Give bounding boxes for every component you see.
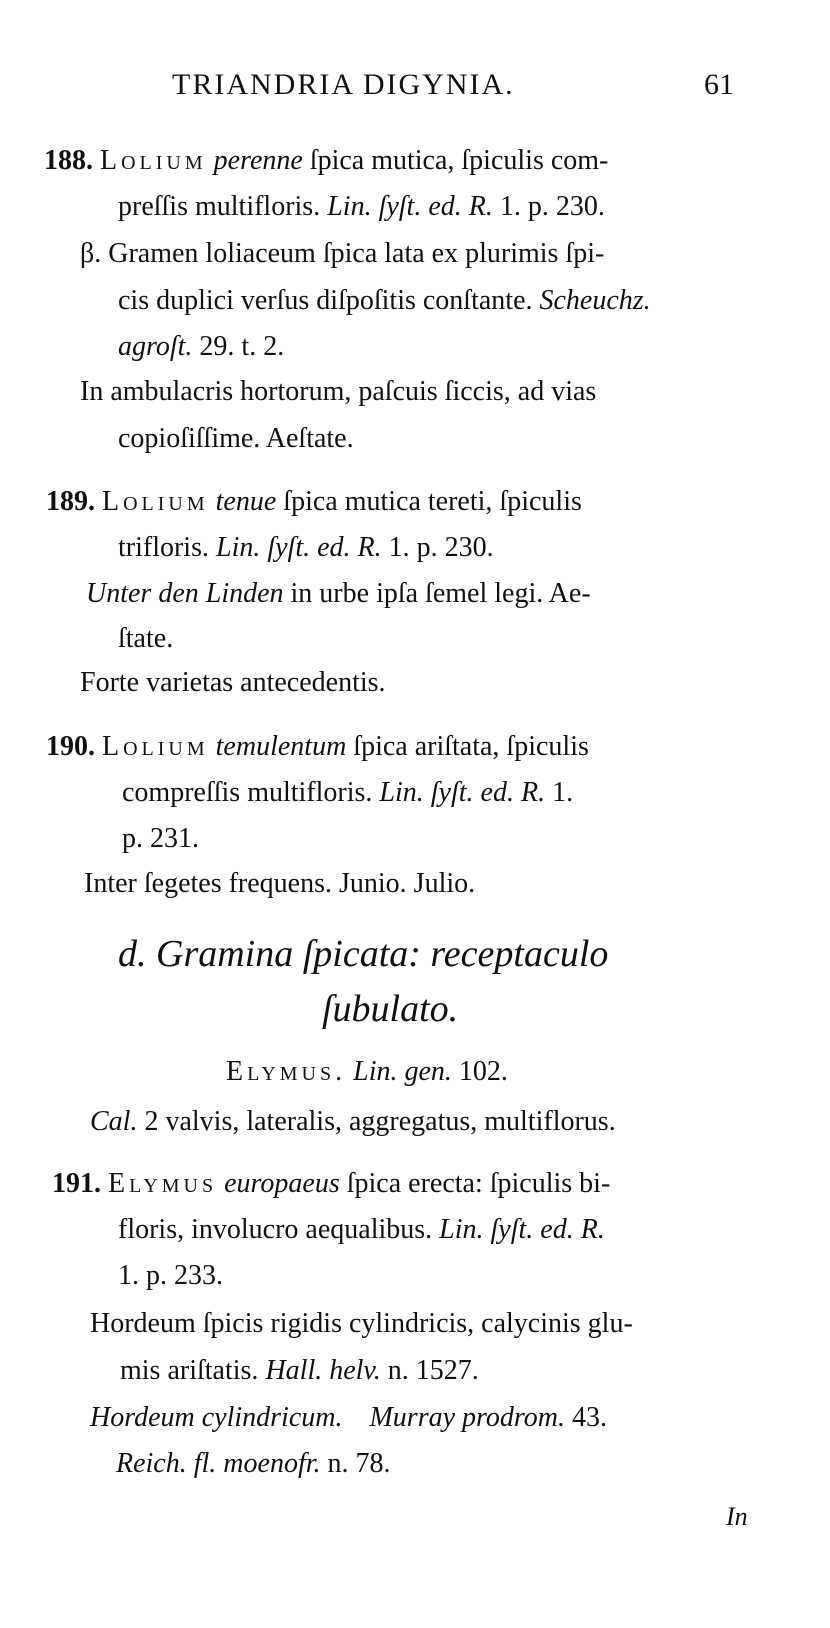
description: ſpica erecta: ſpiculis bi- <box>346 1168 611 1199</box>
calyx-label: Cal. <box>90 1106 138 1137</box>
entry-188-line1 <box>44 147 608 175</box>
citation: Hall. helv. <box>265 1355 381 1386</box>
calyx-text: 2 valvis, lateralis, aggregatus, multiflorus. <box>144 1106 616 1137</box>
genus-name: Lolium <box>102 731 209 762</box>
entry-number: 190. <box>46 731 95 762</box>
section-heading-line1: d. Gramina ſpicata: receptaculo <box>118 933 609 975</box>
description: ſpica mutica tereti, ſpiculis <box>283 486 582 517</box>
description: floris, involucro aequalibus. <box>118 1214 433 1245</box>
habitat-188-line2: copioſiſſime. Aeſtate. <box>118 423 354 454</box>
genus-heading <box>226 1058 508 1086</box>
citation-page: 29. t. 2. <box>199 331 285 362</box>
citation: Lin. ſyſt. ed. R. <box>327 191 493 222</box>
habitat-189-line1 <box>86 580 591 608</box>
entry-190-line1 <box>46 733 589 761</box>
citation: Scheuchz. <box>539 285 651 316</box>
page-number: 61 <box>704 68 734 101</box>
citation-page: n. 78. <box>327 1448 391 1479</box>
habitat-189-line2: ſtate. <box>118 623 174 654</box>
synonym-191-line3 <box>90 1404 607 1432</box>
entry-number: 189. <box>46 486 95 517</box>
synonym-text: mis ariſtatis. <box>120 1355 259 1386</box>
entry-189-line1 <box>46 488 582 516</box>
entry-191-line3: 1. p. 233. <box>118 1260 223 1291</box>
description: ſpica mutica, ſpiculis com- <box>309 145 609 176</box>
genus-name: Elymus <box>108 1168 218 1199</box>
species-name: temulentum <box>215 731 347 762</box>
citation: Lin. ſyſt. ed. R. <box>379 777 546 808</box>
synonym-beta-line3 <box>118 333 284 361</box>
note-189: Forte varietas antecedentis. <box>80 667 386 698</box>
citation: Murray prodrom. <box>369 1402 565 1433</box>
synonym-text: cis duplici verſus diſpoſitis conſtante. <box>118 285 533 316</box>
species-name: perenne <box>213 145 303 176</box>
synonym-191-line2 <box>120 1357 479 1385</box>
citation: Lin. gen. <box>353 1056 452 1087</box>
citation: Reich. fl. moenofr. <box>116 1448 321 1479</box>
entry-number: 191. <box>52 1168 101 1199</box>
synonym-191-line1: Hordeum ſpicis rigidis cylindricis, calycinis glu- <box>90 1308 633 1339</box>
synonym-text: Gramen loliaceum ſpica lata ex plurimis ſpi- <box>108 238 605 269</box>
synonym-beta-line2 <box>118 287 651 315</box>
entry-189-line2 <box>118 534 494 562</box>
citation-page: 1. <box>552 777 574 808</box>
habitat-text: in urbe ipſa ſemel legi. Ae- <box>290 578 591 609</box>
synonym-beta-line1 <box>80 240 604 268</box>
description: compreſſis multifloris. <box>122 777 373 808</box>
citation: Lin. ſyſt. ed. R. <box>439 1214 605 1245</box>
citation-page: 43. <box>571 1402 607 1433</box>
entry-190-line2 <box>122 779 573 807</box>
description: preſſis multifloris. <box>118 191 321 222</box>
habitat-188-line1: In ambulacris hortorum, paſcuis ſiccis, ad vias <box>80 376 597 407</box>
citation-page: 1. p. 230. <box>499 191 605 222</box>
citation-page: 1. p. 230. <box>388 532 494 563</box>
entry-188-line2 <box>118 193 605 221</box>
citation: Lin. ſyſt. ed. R. <box>216 532 382 563</box>
entry-191-line2 <box>118 1216 605 1244</box>
locality: Unter den Linden <box>86 578 284 609</box>
citation-page: n. 1527. <box>387 1355 479 1386</box>
citation: agroſt. <box>118 331 193 362</box>
synonym-191-line4 <box>116 1450 391 1478</box>
calyx-description <box>90 1108 616 1136</box>
genus-name: Lolium <box>102 486 209 517</box>
citation-page: 102. <box>458 1056 508 1087</box>
species-name: europaeus <box>224 1168 340 1199</box>
section-heading-line2: ſubulato. <box>322 988 459 1030</box>
synonym-text: Hordeum cylindricum. <box>90 1402 343 1433</box>
entry-number: 188. <box>44 145 93 176</box>
catchword: In <box>726 1502 748 1531</box>
description: trifloris. <box>118 532 209 563</box>
genus-name: Lolium <box>100 145 207 176</box>
description: ſpica ariſtata, ſpiculis <box>353 731 589 762</box>
habitat-190: Inter ſegetes frequens. Junio. Julio. <box>84 868 476 899</box>
entry-190-line3: p. 231. <box>122 823 199 854</box>
species-name: tenue <box>215 486 277 517</box>
variety-marker: β. <box>80 238 102 269</box>
genus-name: Elymus. <box>226 1056 347 1087</box>
entry-191-line1 <box>52 1170 610 1198</box>
running-title: TRIANDRIA DIGYNIA. <box>172 68 515 101</box>
